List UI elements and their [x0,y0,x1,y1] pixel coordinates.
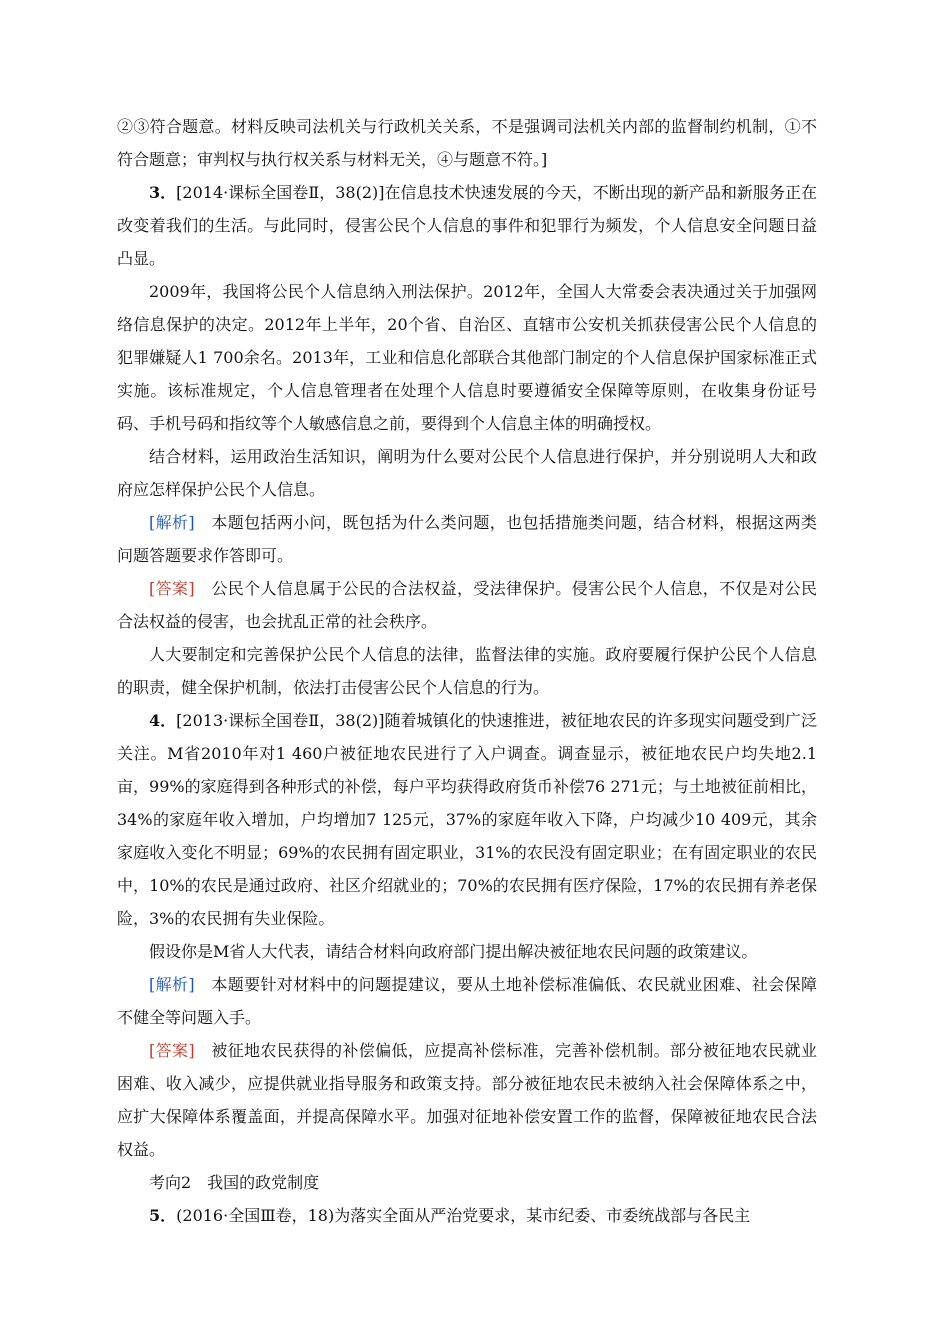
question-number: 5． [149,1206,177,1225]
answer-paragraph [117,572,817,638]
section-title: 考向2 我国的政党制度 [149,1173,320,1192]
paragraph-text: 本题包括两小问，既包括为什么类问题，也包括措施类问题，结合材料，根据这两类问题答题要求作答即可。 [117,513,817,565]
paragraph-text: 结合材料，运用政治生活知识，阐明为什么要对公民个人信息进行保护，并分别说明人大和政府应怎样保护公民个人信息。 [117,447,817,499]
section-heading [117,1166,817,1199]
question-prompt [117,935,817,968]
paragraph-text: ②③符合题意。材料反映司法机关与行政机关关系，不是强调司法机关内部的监督制约机制，①不符合题意；审判权与执行权关系与材料无关，④与题意不符。] [117,117,817,169]
analysis-tag: [解析] [149,975,195,994]
document-body [117,110,817,1232]
answer-tag: [答案] [149,1041,195,1060]
paragraph-text: 假设你是M省人大代表，请结合材料向政府部门提出解决被征地农民问题的政策建议。 [149,942,758,961]
answer-continuation [117,110,817,176]
question-prompt [117,440,817,506]
question-number: 4． [149,711,177,730]
answer-paragraph-2 [117,638,817,704]
paragraph-text: [2014·课标全国卷Ⅱ，38(2)]在信息技术快速发展的今天，不断出现的新产品和新服务正在改变着我们的生活。与此同时，侵害公民个人信息的事件和犯罪行为频发，个人信息安全问题日益凸显。 [117,183,817,268]
paragraph-text: 公民个人信息属于公民的合法权益，受法律保护。侵害公民个人信息，不仅是对公民合法权益的侵害，也会扰乱正常的社会秩序。 [117,579,817,631]
question-3 [117,176,817,275]
answer-paragraph [117,1034,817,1166]
question-4 [117,704,817,935]
paragraph-text: 本题要针对材料中的问题提建议，要从土地补偿标准偏低、农民就业困难、社会保障不健全等问题入手。 [117,975,817,1027]
analysis-tag: [解析] [149,513,195,532]
paragraph-text: 人大要制定和完善保护公民个人信息的法律，监督法律的实施。政府要履行保护公民个人信息的职责，健全保护机制，依法打击侵害公民个人信息的行为。 [117,645,817,697]
question-5 [117,1199,817,1232]
analysis-paragraph [117,506,817,572]
material-paragraph [117,275,817,440]
question-number: 3． [149,183,177,202]
paragraph-text: 被征地农民获得的补偿偏低，应提高补偿标准，完善补偿机制。部分被征地农民就业困难、收入减少，应提供就业指导服务和政策支持。部分被征地农民未被纳入社会保障体系之中，应扩大保障体系覆盖面，并提高保障水平。加强对征地补偿安置工作的监督，保障被征地农民合法权益。 [117,1041,817,1159]
paragraph-text: (2016·全国Ⅲ卷，18)为落实全面从严治党要求，某市纪委、市委统战部与各民主 [176,1206,751,1225]
paragraph-text: [2013·课标全国卷Ⅱ，38(2)]随着城镇化的快速推进，被征地农民的许多现实问题受到广泛关注。M省2010年对1 460户被征地农民进行了入户调查。调查显示，被征地农民户均失地2.1亩，99%的家庭得到各种形式的补偿，每户平均获得政府货币补偿76 271元；与土地被征前相比，34%的家庭年收入增加，户均增加7 125元，37%的家庭年收入下降，户均减少10 409元，其余家庭收入变化不明显；69%的农民拥有固定职业，31%的农民没有固定职业；在有固定职业的农民中，10%的农民是通过政府、社区介绍就业的；70%的农民拥有医疗保险，17%的农民拥有养老保险，3%的农民拥有失业保险。 [117,711,817,928]
answer-tag: [答案] [149,579,195,598]
paragraph-text: 2009年，我国将公民个人信息纳入刑法保护。2012年，全国人大常委会表决通过关于加强网络信息保护的决定。2012年上半年，20个省、自治区、直辖市公安机关抓获侵害公民个人信息的犯罪嫌疑人1 700余名。2013年，工业和信息化部联合其他部门制定的个人信息保护国家标准正式实施。该标准规定，个人信息管理者在处理个人信息时要遵循安全保障等原则，在收集身份证号码、手机号码和指纹等个人敏感信息之前，要得到个人信息主体的明确授权。 [117,282,817,433]
analysis-paragraph [117,968,817,1034]
